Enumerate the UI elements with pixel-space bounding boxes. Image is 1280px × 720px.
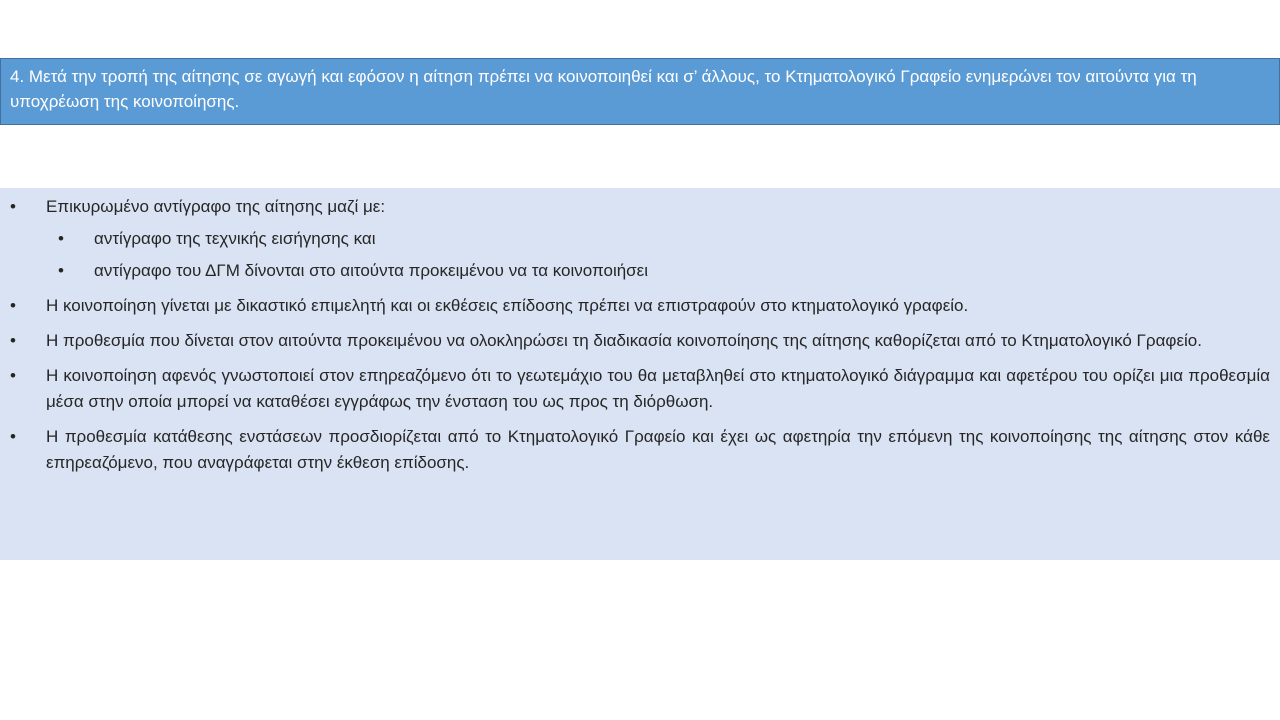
header-text: 4. Μετά την τροπή της αίτησης σε αγωγή και εφόσον η αίτηση πρέπει να κοινοποιηθεί και σ’ άλλους, το Κτηματολογικό Γραφείο ενημερώνει τον αιτούντα για τη υποχρέωση της κοινοποίησης. <box>10 67 1197 111</box>
bullet-icon: • <box>10 366 16 385</box>
header-box <box>0 58 1280 125</box>
list-item-text: Η κοινοποίηση γίνεται με δικαστικό επιμελητή και οι εκθέσεις επίδοσης πρέπει να επιστραφούν στο κτηματολογικό γραφείο. <box>46 296 969 315</box>
bullet-icon: • <box>10 427 16 446</box>
bullet-icon: • <box>58 261 64 280</box>
bullet-icon: • <box>58 229 64 248</box>
list-item-text: Επικυρωμένο αντίγραφο της αίτησης μαζί με: <box>46 197 386 216</box>
sub-list-item <box>58 258 1270 284</box>
list-item-text: αντίγραφο του ΔΓΜ δίνονται στο αιτούντα προκειμένου να τα κοινοποιήσει <box>94 261 649 280</box>
bullet-icon: • <box>10 296 16 315</box>
list-item-text: Η κοινοποίηση αφενός γνωστοποιεί στον επηρεαζόμενο ότι το γεωτεμάχιο του θα μεταβληθεί στο κτηματολογικό διάγραμμα και αφετέρου του ορίζει μια προθεσμία μέσα στην οποία μπορεί να καταθέσει εγγράφως την ένσταση του ως προς τη διόρθωση. <box>46 366 1270 411</box>
sub-list-item <box>58 226 1270 252</box>
list-item-text: Η προθεσμία κατάθεσης ενστάσεων προσδιορίζεται από το Κτηματολογικό Γραφείο και έχει ως αφετηρία την επόμενη της κοινοποίησης της αίτησης στον κάθε επηρεαζόμενο, που αναγράφεται στην έκθεση επίδοσης. <box>46 427 1270 472</box>
list-item-text: Η προθεσμία που δίνεται στον αιτούντα προκειμένου να ολοκληρώσει τη διαδικασία κοινοποίησης της αίτησης καθορίζεται από το Κτηματολογικό Γραφείο. <box>46 331 1202 350</box>
list-item <box>10 194 1270 220</box>
bullet-icon: • <box>10 197 16 216</box>
list-item <box>10 328 1270 354</box>
list-item-text: αντίγραφο της τεχνικής εισήγησης και <box>94 229 376 248</box>
content-box <box>0 188 1280 560</box>
list-item <box>10 293 1270 319</box>
list-item <box>10 424 1270 476</box>
list-item <box>10 363 1270 415</box>
bullet-icon: • <box>10 331 16 350</box>
